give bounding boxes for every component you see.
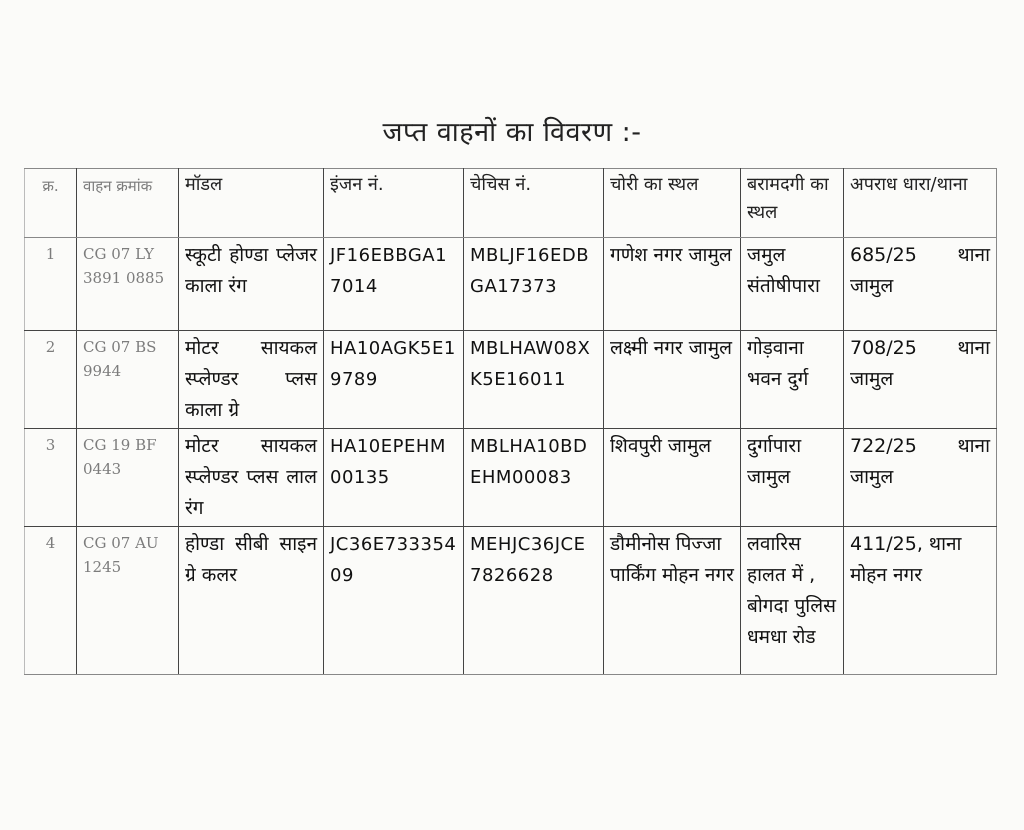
cell-serial: 2 bbox=[25, 331, 77, 429]
cell-theft-place: डौमीनोस पिज्जा पार्किंग मोहन नगर bbox=[604, 527, 741, 675]
seized-vehicles-table bbox=[24, 168, 997, 675]
cell-vehicle-number: CG 07 LY 3891 0885 bbox=[77, 238, 179, 331]
cell-vehicle-number: CG 07 BS 9944 bbox=[77, 331, 179, 429]
cell-theft-place: लक्ष्मी नगर जामुल bbox=[604, 331, 741, 429]
cell-recovery-place: गोड़वाना भवन दुर्ग bbox=[741, 331, 844, 429]
cell-model: मोटर सायकल स्प्लेण्डर प्लस लाल रंग bbox=[179, 429, 324, 527]
header-crime-section: अपराध धारा/थाना bbox=[844, 169, 997, 238]
cell-chassis-number: MBLJF16EDBGA17373 bbox=[464, 238, 604, 331]
table-row bbox=[25, 527, 997, 675]
cell-theft-place: गणेश नगर जामुल bbox=[604, 238, 741, 331]
table-header-row bbox=[25, 169, 997, 238]
cell-vehicle-number: CG 07 AU 1245 bbox=[77, 527, 179, 675]
cell-engine-number: JF16EBBGA17014 bbox=[324, 238, 464, 331]
cell-recovery-place: लवारिस हालत में , बोगदा पुलिस धमधा रोड bbox=[741, 527, 844, 675]
header-chassis-number: चेचिस नं. bbox=[464, 169, 604, 238]
cell-model: स्कूटी होण्डा प्लेजर काला रंग bbox=[179, 238, 324, 331]
cell-model: होण्डा सीबी साइन ग्रे कलर bbox=[179, 527, 324, 675]
table-row bbox=[25, 429, 997, 527]
header-model: मॉडल bbox=[179, 169, 324, 238]
table-row bbox=[25, 331, 997, 429]
cell-crime-section: 685/25 थाना जामुल bbox=[844, 238, 997, 331]
cell-serial: 3 bbox=[25, 429, 77, 527]
cell-crime-section: 722/25 थाना जामुल bbox=[844, 429, 997, 527]
cell-engine-number: HA10AGK5E19789 bbox=[324, 331, 464, 429]
cell-engine-number: HA10EPEHM00135 bbox=[324, 429, 464, 527]
header-theft-place: चोरी का स्थल bbox=[604, 169, 741, 238]
cell-crime-section: 411/25, थाना मोहन नगर bbox=[844, 527, 997, 675]
cell-vehicle-number: CG 19 BF 0443 bbox=[77, 429, 179, 527]
cell-recovery-place: जमुल संतोषीपारा bbox=[741, 238, 844, 331]
cell-crime-section: 708/25 थाना जामुल bbox=[844, 331, 997, 429]
cell-chassis-number: MBLHA10BDEHM00083 bbox=[464, 429, 604, 527]
header-engine-number: इंजन नं. bbox=[324, 169, 464, 238]
header-serial: क्र. bbox=[25, 169, 77, 238]
table-row bbox=[25, 238, 997, 331]
cell-theft-place: शिवपुरी जामुल bbox=[604, 429, 741, 527]
cell-serial: 4 bbox=[25, 527, 77, 675]
document-title: जप्त वाहनों का विवरण :- bbox=[382, 117, 642, 148]
cell-engine-number: JC36E73335409 bbox=[324, 527, 464, 675]
header-recovery-place: बरामदगी का स्थल bbox=[741, 169, 844, 238]
cell-model: मोटर सायकल स्प्लेण्डर प्लस काला ग्रे bbox=[179, 331, 324, 429]
cell-chassis-number: MBLHAW08XK5E16011 bbox=[464, 331, 604, 429]
cell-chassis-number: MEHJC36JCE7826628 bbox=[464, 527, 604, 675]
cell-serial: 1 bbox=[25, 238, 77, 331]
header-vehicle-number: वाहन क्रमांक bbox=[77, 169, 179, 238]
cell-recovery-place: दुर्गापारा जामुल bbox=[741, 429, 844, 527]
